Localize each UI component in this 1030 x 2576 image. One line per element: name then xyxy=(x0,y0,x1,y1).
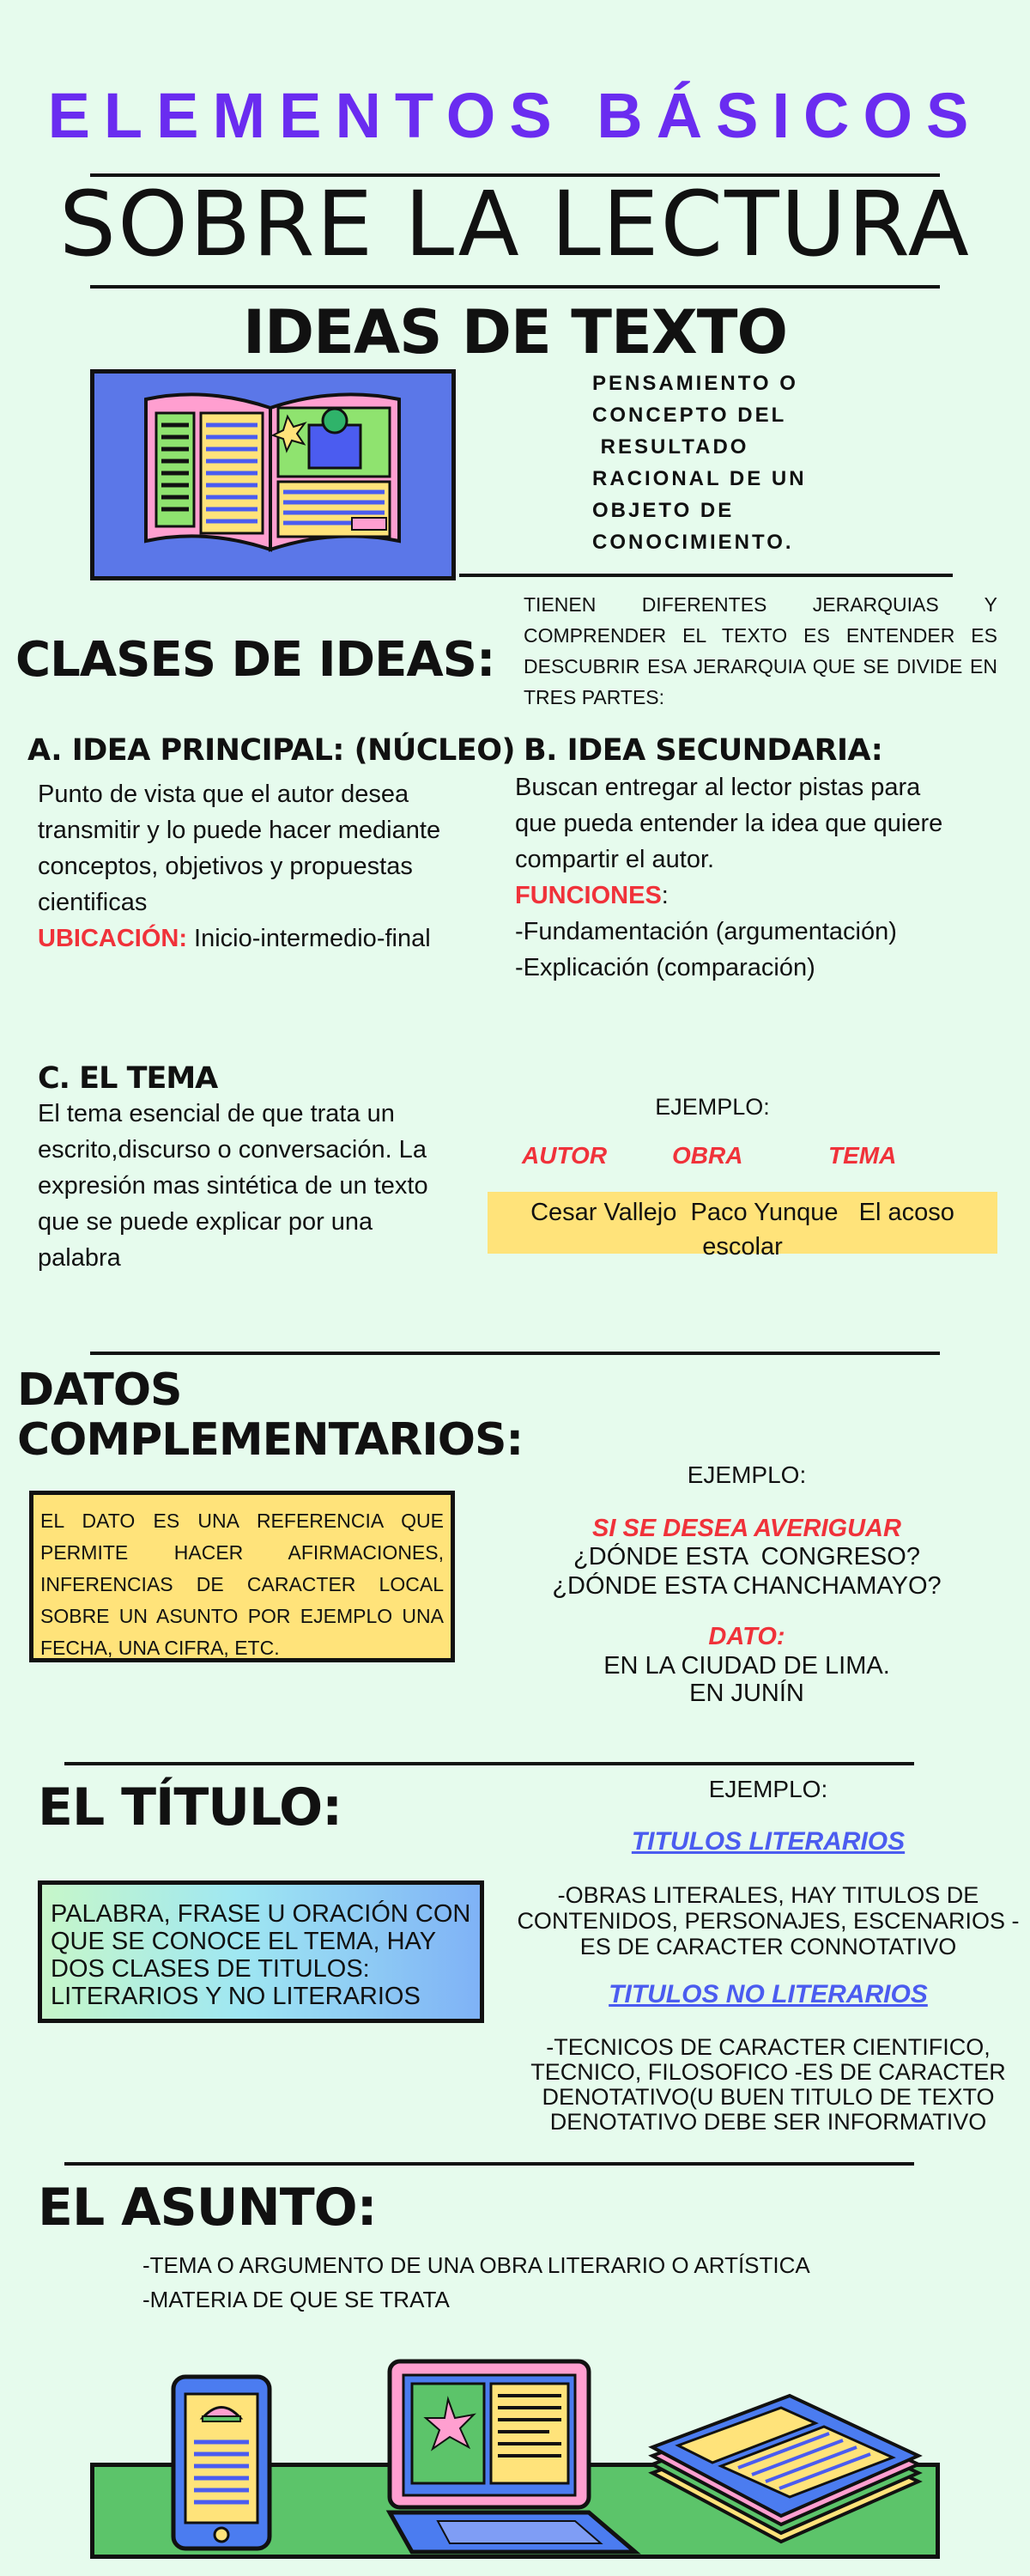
idea-secundaria-title: B. IDEA SECUNDARIA: xyxy=(524,733,883,768)
averiguar-label: SI SE DESEA AVERIGUAR xyxy=(592,1515,901,1542)
definition-line: PENSAMIENTO O xyxy=(592,372,798,395)
datos-definition-box: EL DATO ES UNA REFERENCIA QUE PERMITE HACER AFIRMACIONES, INFERENCIAS DE CARACTER LOCAL SOBRE UN ASUNTO POR EJEMPLO UNA FECHA, UNA CIFRA, ETC. xyxy=(29,1491,455,1662)
asunto-lines xyxy=(142,2248,810,2317)
clases-divider xyxy=(90,1352,940,1355)
titulos-no-literarios-text: -TECNICOS DE CARACTER CIENTIFICO, TECNICO, FILOSOFICO -ES DE CARACTER DENOTATIVO(U BUEN TITULO DE TEXTO DENOTATIVO DEBE SER INFORMATIVO xyxy=(530,2034,1006,2135)
page-title: SOBRE LA LECTURA xyxy=(59,172,971,276)
clases-intro: TIENEN DIFERENTES JERARQUIAS Y COMPRENDER EL TEXTO ES ENTENDER ES DESCUBRIR ESA JERARQUIA QUE SE DIVIDE EN TRES PARTES: xyxy=(524,593,997,708)
open-magazine-icon xyxy=(94,374,451,576)
ejemplo-header-autor: AUTOR xyxy=(522,1142,608,1169)
ejemplo-header-obra: OBRA xyxy=(672,1142,743,1169)
ubicacion-label: UBICACIÓN: xyxy=(38,925,187,952)
funcion-item: -Explicación (comparación) xyxy=(515,954,815,981)
titulos-literarios-link[interactable]: TITULOS LITERARIOS xyxy=(631,1827,906,1856)
clases-title: CLASES DE IDEAS: xyxy=(15,632,495,688)
datos-ejemplo-label: EJEMPLO: xyxy=(687,1461,807,1488)
titulos-literarios-text: -OBRAS LITERALES, HAY TITULOS DE CONTENIDOS, PERSONAJES, ESCENARIOS -ES DE CARACTER CONNOTATIVO xyxy=(517,1882,1020,1959)
ejemplo-row-text: Cesar Vallejo Paco Yunque El acoso escolar xyxy=(530,1199,961,1261)
definition-line: CONOCIMIENTO. xyxy=(592,531,794,554)
header-divider-bottom xyxy=(90,285,940,289)
ideas-divider xyxy=(459,574,953,577)
titulos-literarios-label xyxy=(524,1827,1013,1856)
tema-ejemplo-label: EJEMPLO: xyxy=(655,1094,770,1120)
idea-secundaria-body xyxy=(515,769,961,986)
ejemplo-header-tema: TEMA xyxy=(828,1142,897,1169)
magazine-illustration xyxy=(90,369,456,580)
answer-line: EN LA CIUDAD DE LIMA. xyxy=(603,1652,890,1680)
datos-divider xyxy=(64,1762,914,1765)
question-line: ¿DÓNDE ESTA CONGRESO? xyxy=(573,1543,920,1571)
idea-principal-title: A. IDEA PRINCIPAL: (NÚCLEO) xyxy=(27,733,515,768)
smartphone-icon xyxy=(163,2366,283,2555)
ideas-texto-title: IDEAS DE TEXTO xyxy=(242,297,787,368)
datos-answers xyxy=(515,1652,978,1707)
titulo-definition-box: PALABRA, FRASE U ORACIÓN CON QUE SE CONOCE EL TEMA, HAY DOS CLASES DE TITULOS: LITERARIOS Y NO LITERARIOS xyxy=(38,1880,484,2023)
definition-line: CONCEPTO DEL xyxy=(592,404,787,427)
datos-title xyxy=(17,1365,523,1465)
definition-line: RESULTADO xyxy=(592,435,749,459)
funciones-label: FUNCIONES xyxy=(515,882,662,909)
idea-principal-body xyxy=(38,776,441,957)
newspaper-stack-icon xyxy=(635,2370,927,2550)
asunto-title: EL ASUNTO: xyxy=(38,2178,377,2238)
datos-questions xyxy=(515,1542,978,1601)
tema-title: C. EL TEMA xyxy=(38,1061,218,1096)
funcion-item: -Fundamentación (argumentación) xyxy=(515,918,897,945)
titulos-no-literarios-link[interactable]: TITULOS NO LITERARIOS xyxy=(609,1980,928,2008)
datos-title-line2: COMPLEMENTARIOS: xyxy=(17,1414,524,1466)
titulo-ejemplo-label: EJEMPLO: xyxy=(708,1776,828,1802)
titulos-no-literarios-label xyxy=(524,1980,1013,2009)
answer-line: EN JUNÍN xyxy=(689,1680,804,1707)
question-line: ¿DÓNDE ESTA CHANCHAMAYO? xyxy=(552,1572,942,1600)
datos-title-line1: DATOS xyxy=(17,1364,182,1416)
asunto-line: -TEMA O ARGUMENTO DE UNA OBRA LITERARIO O ARTÍSTICA xyxy=(142,2252,810,2278)
header-kicker: ELEMENTOS BÁSICOS xyxy=(47,80,983,151)
funciones-colon: : xyxy=(661,882,669,909)
titulo-title: EL TÍTULO: xyxy=(38,1777,342,1838)
laptop-icon xyxy=(378,2353,644,2559)
ubicacion-value: Inicio-intermedio-final xyxy=(187,925,431,952)
tema-text: El tema esencial de que trata un escrito,discurso o conversación. La expresión mas sintética de un texto que se puede explicar por una palabra xyxy=(38,1100,428,1272)
titulo-divider xyxy=(64,2162,914,2166)
asunto-line: -MATERIA DE QUE SE TRATA xyxy=(142,2287,450,2312)
idea-principal-text: Punto de vista que el autor desea transmitir y lo puede hacer mediante conceptos, objetivos y propuestas cientificas xyxy=(38,781,441,916)
dato-label: DATO: xyxy=(708,1623,785,1650)
definition-line: OBJETO DE xyxy=(592,499,735,522)
definition-line: RACIONAL DE UN xyxy=(592,467,807,490)
ideas-texto-definition xyxy=(592,368,807,558)
idea-secundaria-text: Buscan entregar al lector pistas para que pueda entender la idea que quiere compartir el autor. xyxy=(515,774,943,873)
